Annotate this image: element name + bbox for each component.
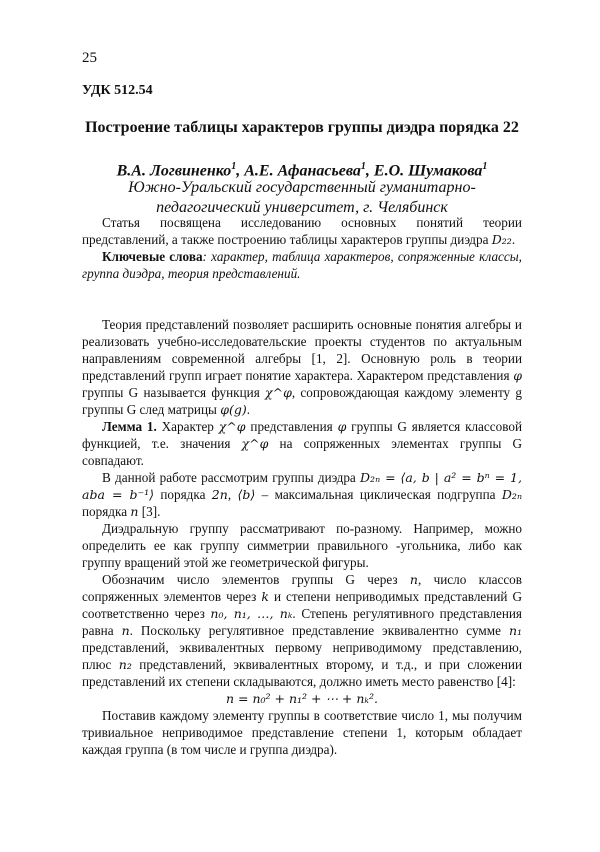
- authors: В.А. Логвиненко$^1$, А.Е. Афанасьева$^1$, Е.О. Шумакова$^1$: [116, 161, 488, 180]
- udk-code: УДК 512.54: [82, 83, 153, 98]
- paper-title: Построение таблицы характеров группы диэдра порядка 22: [85, 119, 519, 136]
- paragraph: Поставив каждому элементу группы в соответствие число 1, мы получим тривиальное неприводимое представление степени 1, которым обладает каждая группа (в том числе и группа диэдра).: [82, 708, 522, 757]
- body-text: [82, 316, 522, 758]
- author-1: В.А. Логвиненко: [116, 162, 232, 180]
- formula: n = n₀² + n₁² + ⋯ + nₖ².: [226, 691, 378, 706]
- author-3: Е.О. Шумакова: [373, 162, 483, 180]
- lemma-1: Лемма 1. Характер χ^φ представления φ группы G является классовой функцией, т.е. значения χ^φ на сопряженных элементах группы G совпадают.: [82, 419, 523, 468]
- paragraph: Диэдральную группу рассматривают по-разному. Например, можно определить ее как группу симметрии правильного -угольника, либо как группу вращений этой же геометрической фигуры.: [82, 521, 522, 570]
- page-number: 25: [82, 50, 97, 66]
- abstract-text: Статья посвящена исследованию основных понятий теории представлений, а также построению таблицы характеров группы диэдра D₂₂.: [82, 215, 522, 247]
- paragraph: Теория представлений позволяет расширить основные понятия алгебры и реализовать учебно-исследовательские проекты студентов по актуальным направлениям современной алгебры [1, 2]. Основную роль в теории представлений групп играет понятие характера. Характером представления φ группы G называется функция χ^φ, сопровождающая каждому элементу g группы G след матрицы φ(g).: [82, 317, 522, 417]
- affiliation: Южно-Уральский государственный гуманитарно-педагогический университет, г. Челябинск: [128, 179, 476, 216]
- abstract: [82, 214, 522, 282]
- paragraph: Обозначим число элементов группы G через n, число классов сопряженных элементов через k и степени неприводимых представлений G соответственно через n₀, n₁, …, nₖ. Степень регулятивного представления равна n. Поскольку регулятивное представление эквивалентно сумме n₁ представлений, эквивалентных первому неприводимому представлению, плюс n₂ представлений, эквивалентных второму, и т.д., и при сложении представлений их степени складываются, должно иметь место равенство [4]:: [82, 572, 522, 689]
- keywords: Ключевые слова: характер, таблица характеров, сопряженные классы, группа диэдра, теория представлений.: [82, 249, 522, 281]
- author-2: А.Е. Афанасьева: [244, 162, 361, 180]
- paragraph: В данной работе рассмотрим группы диэдра D₂ₙ = ⟨a, b | a² = bⁿ = 1, aba = b⁻¹⟩ порядка 2n, ⟨b⟩ – максимальная циклическая подгруппа D₂ₙ порядка n [3].: [82, 470, 523, 519]
